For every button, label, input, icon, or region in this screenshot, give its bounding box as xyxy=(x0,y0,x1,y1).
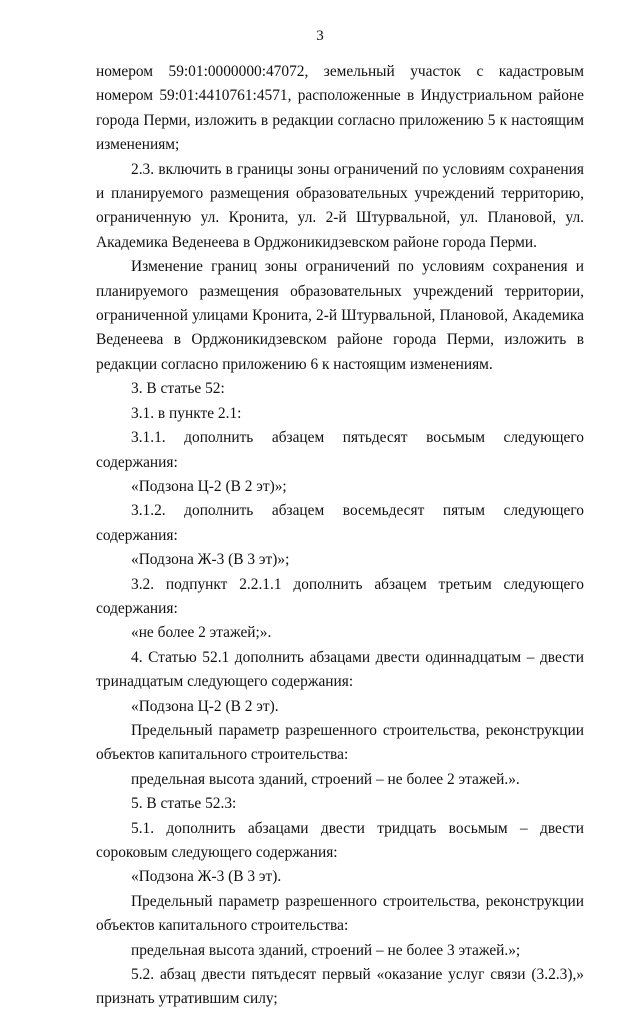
paragraph: «Подзона Ц-2 (В 2 эт)»; xyxy=(131,477,287,495)
paragraph: предельная высота зданий, строений – не более 3 этажей.»; xyxy=(131,941,521,959)
paragraph: номером 59:01:0000000:47072, земельный участок с кадастровым номером 59:01:4410761:4571, расположенные в Индустриальном районе города Перми, изложить в редакции согласно приложению 5 к настоящим изменениям; xyxy=(96,63,584,154)
paragraph: 5.1. дополнить абзацами двести тридцать восьмым – двести сороковым следующего содержания: xyxy=(96,819,584,861)
paragraph: «Подзона Ц-2 (В 2 эт). xyxy=(131,697,279,715)
paragraph: 4. Статью 52.1 дополнить абзацами двести одиннадцатым – двести тринадцатым следующего содержания: xyxy=(96,648,584,691)
paragraph: 2.3. включить в границы зоны ограничений по условиям сохранения и планируемого размещения образовательных учреждений территорию, ограниченную ул. Кронита, ул. 2-й Штурвальной, ул. Плановой, ул. Академика Веденеева в Орджоникидзевском районе города Перми. xyxy=(96,160,584,251)
paragraph: 3.1.2. дополнить абзацем восемьдесят пятым следующего содержания: xyxy=(96,502,584,544)
paragraph: «не более 2 этажей;». xyxy=(131,624,272,642)
paragraph: «Подзона Ж-3 (В 3 эт). xyxy=(131,868,282,886)
document-body xyxy=(96,60,584,1012)
paragraph: Предельный параметр разрешенного строительства, реконструкции объектов капитального строительства: xyxy=(96,721,584,764)
paragraph: Предельный параметр разрешенного строительства, реконструкции объектов капитального строительства: xyxy=(96,892,584,935)
paragraph: 3.2. подпункт 2.2.1.1 дополнить абзацем третьим следующего содержания: xyxy=(96,575,584,617)
page-number: 3 xyxy=(316,28,324,44)
paragraph: Изменение границ зоны ограничений по условиям сохранения и планируемого размещения образовательных учреждений территории, ограниченной улицами Кронита, 2-й Штурвальной, Плановой, Академика Веденеева в Орджоникидзевском районе города Перми, изложить в редакции согласно приложению 6 к настоящим изменениям. xyxy=(96,258,584,373)
paragraph: 5.2. абзац двести пятьдесят первый «оказание услуг связи (3.2.3),» признать утратившим силу; xyxy=(96,966,584,1008)
paragraph: 5. В статье 52.3: xyxy=(131,795,237,813)
paragraph: предельная высота зданий, строений – не более 2 этажей.». xyxy=(131,770,520,788)
paragraph: 3. В статье 52: xyxy=(131,380,225,398)
paragraph: «Подзона Ж-3 (В 3 эт)»; xyxy=(131,551,290,569)
paragraph: 3.1. в пункте 2.1: xyxy=(131,404,242,422)
paragraph: 3.1.1. дополнить абзацем пятьдесят восьмым следующего содержания: xyxy=(96,429,584,471)
